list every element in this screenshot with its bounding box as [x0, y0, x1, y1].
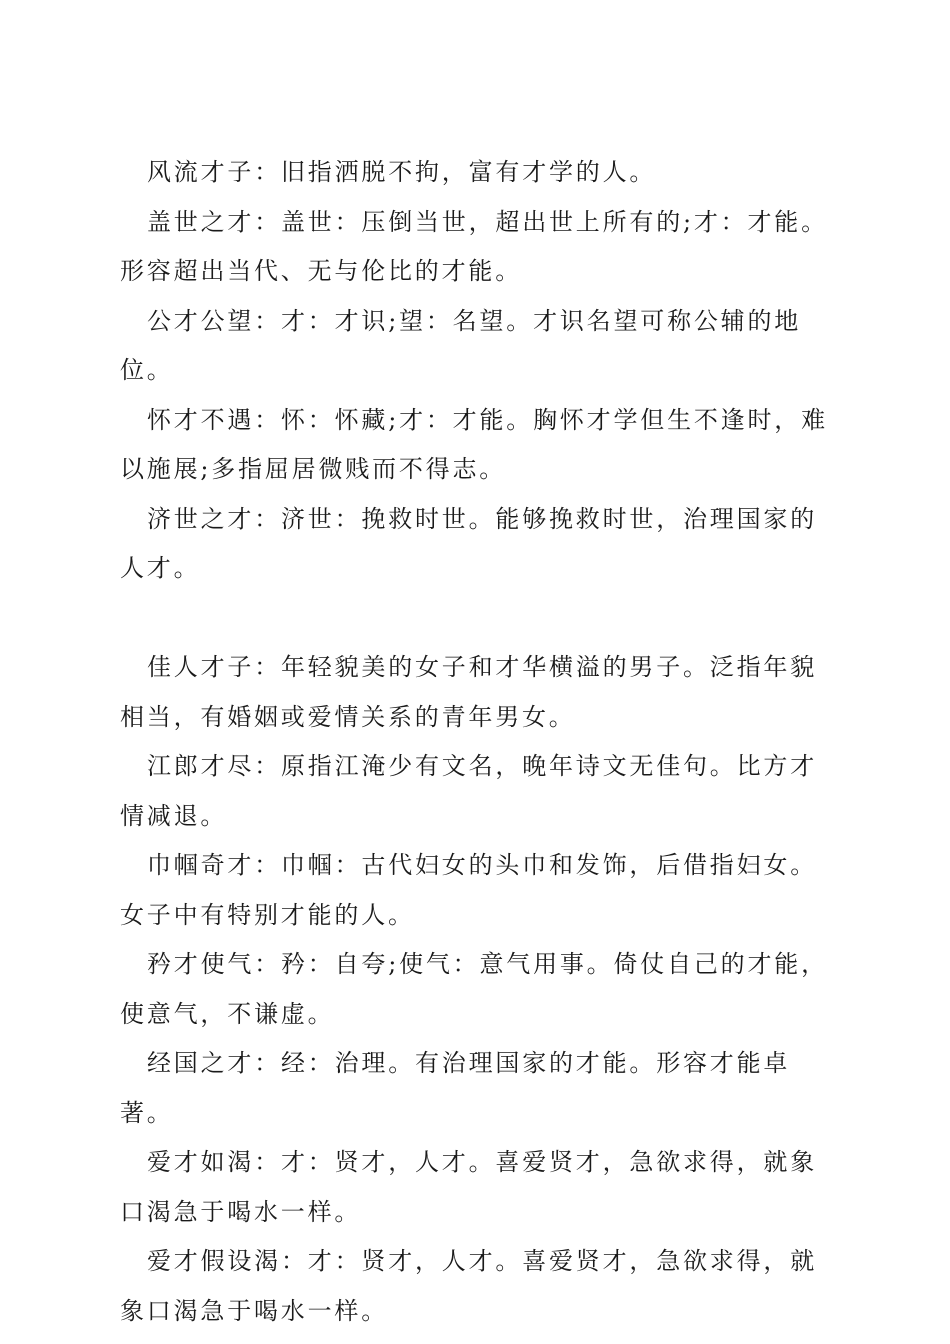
- idiom-entry-gai-shi-zhi-cai: 盖世之才：盖世：压倒当世，超出世上所有的;才：才能。形容超出当代、无与伦比的才能。: [120, 207, 828, 285]
- idiom-entry-ji-shi-zhi-cai: 济世之才：济世：挽救时世。能够挽救时世，治理国家的人才。: [120, 504, 817, 582]
- idiom-entry-jing-guo-zhi-cai: 经国之才：经：治理。有治理国家的才能。形容才能卓著。: [120, 1049, 791, 1127]
- idiom-entry-jin-guo-qi-cai: 巾帼奇才：巾帼：古代妇女的头巾和发饰，后借指妇女。女子中有特别才能的人。: [120, 851, 817, 929]
- idiom-entry-jin-cai-shi-qi: 矜才使气：矜：自夸;使气：意气用事。倚仗自己的才能，使意气，不谦虚。: [120, 950, 828, 1028]
- idiom-entry-huai-cai-bu-yu: 怀才不遇：怀：怀藏;才：才能。胸怀才学但生不逢时，难以施展;多指屈居微贱而不得志。: [120, 405, 828, 483]
- idiom-entry-ai-cai-jia-she-ke: 爱才假设渴：才：贤才，人才。喜爱贤才，急欲求得，就象口渴急于喝水一样。: [120, 1247, 817, 1325]
- idiom-entry-ai-cai-ru-ke: 爱才如渴：才：贤才，人才。喜爱贤才，急欲求得，就象口渴急于喝水一样。: [120, 1148, 817, 1226]
- paragraph-gap: [120, 594, 836, 644]
- idiom-entry-jiang-lang-cai-jin: 江郎才尽：原指江淹少有文名，晚年诗文无佳句。比方才情减退。: [120, 752, 817, 830]
- document-body: [120, 148, 836, 1336]
- idiom-entry-feng-liu-cai-zi: 风流才子：旧指洒脱不拘，富有才学的人。: [147, 158, 657, 186]
- idiom-entry-jia-ren-cai-zi: 佳人才子：年轻貌美的女子和才华横溢的男子。泛指年貌相当，有婚姻或爱情关系的青年男女。: [120, 653, 817, 731]
- idiom-entry-gong-cai-gong-wang: 公才公望：才：才识;望：名望。才识名望可称公辅的地位。: [120, 306, 802, 384]
